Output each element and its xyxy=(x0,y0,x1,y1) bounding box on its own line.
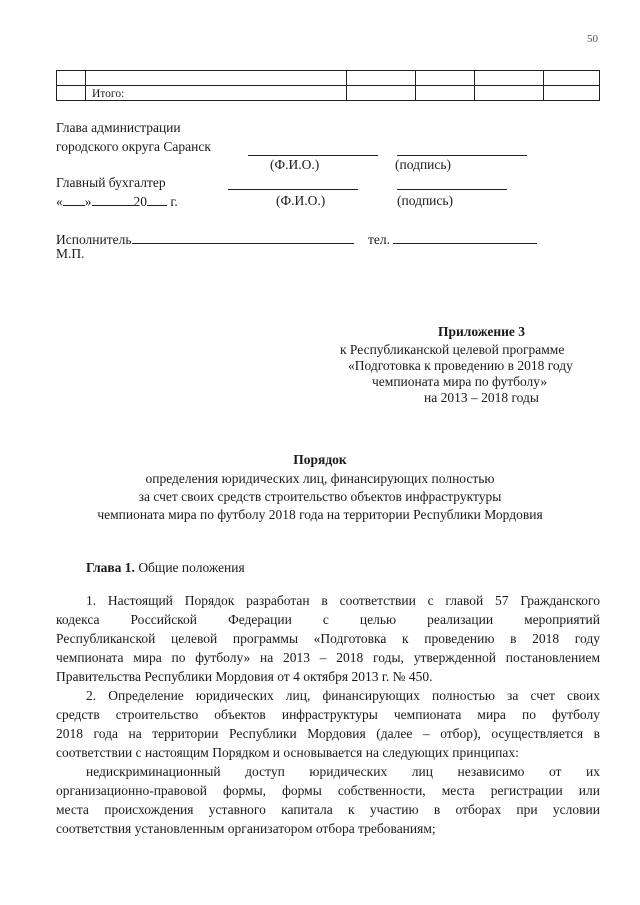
accountant-sign-line xyxy=(397,189,507,190)
p3-line2: организационно-правовой формы, формы собственности, места регистрации или xyxy=(56,783,600,798)
appendix-line1: к Республиканской целевой программе xyxy=(340,342,565,357)
appendix-line4: на 2013 – 2018 годы xyxy=(424,390,539,405)
p1-line5: Правительства Республики Мордовия от 4 октября 2013 г. № 450. xyxy=(56,669,433,684)
p3-line4: соответствия установленным организатором отбора требованиям; xyxy=(56,821,436,836)
document-subtitle-line3: чемпионата мира по футболу 2018 года на территории Республики Мордовия xyxy=(97,507,543,522)
table-row-total xyxy=(57,86,600,101)
head-title-line1: Глава администрации xyxy=(56,120,181,135)
accountant-sign-caption: (подпись) xyxy=(397,193,454,208)
date-line: « » 20 г. xyxy=(56,194,178,209)
body-text xyxy=(56,591,600,838)
accountant-fio-caption: (Ф.И.О.) xyxy=(276,193,326,208)
head-fio-caption: (Ф.И.О.) xyxy=(270,157,320,172)
p2-line1: 2. Определение юридических лиц, финансирующих полностью за счет своих xyxy=(86,688,600,703)
head-title-line2: городского округа Саранск xyxy=(56,139,211,154)
head-sign-caption: (подпись) xyxy=(395,157,452,172)
p1-line1: 1. Настоящий Порядок разработан в соответствии с главой 57 Гражданского xyxy=(86,593,600,608)
appendix-line3: чемпионата мира по футболу» xyxy=(372,374,548,389)
stamp-label: М.П. xyxy=(56,246,85,261)
chapter-heading: Глава 1. Общие положения xyxy=(86,560,245,575)
accountant-fio-line xyxy=(228,189,358,190)
p3-line1: недискриминационный доступ юридических лиц независимо от их xyxy=(86,764,600,779)
p2-line3: 2018 года на территории Республики Мордовия (далее – отбор), осуществляется в xyxy=(56,726,600,741)
performer-line: Исполнитель xyxy=(56,231,354,248)
p1-line2: кодекса Российской Федерации с целью реализации мероприятий xyxy=(56,612,600,627)
p2-line4: соответствии с настоящим Порядком и основывается на следующих принципах: xyxy=(56,745,519,760)
p1-line4: чемпионата мира по футболу» на 2013 – 2018 годы, утвержденной постановлением xyxy=(56,650,600,665)
table-row xyxy=(57,71,600,86)
document-subtitle-line2: за счет своих средств строительство объектов инфраструктуры xyxy=(138,489,502,504)
p2-line2: средств строительство объектов инфраструктуры чемпионата мира по футболу xyxy=(56,707,600,722)
document-subtitle-line1: определения юридических лиц, финансирующих полностью xyxy=(145,471,495,486)
accountant-title: Главный бухгалтер xyxy=(56,175,166,190)
phone-line: тел. xyxy=(368,231,537,248)
totals-table xyxy=(56,70,600,101)
p3-line3: места происхождения уставного капитала к участию в отборах при условии xyxy=(56,802,600,817)
page-number: 50 xyxy=(587,33,598,45)
head-fio-line xyxy=(248,155,378,156)
head-sign-line xyxy=(397,155,527,156)
p1-line3: Республиканской целевой программы «Подготовка к проведению в 2018 году xyxy=(56,631,600,646)
appendix-title: Приложение 3 xyxy=(438,324,526,339)
document-title: Порядок xyxy=(293,452,347,467)
total-label: Итого: xyxy=(86,86,347,101)
appendix-line2: «Подготовка к проведению в 2018 году xyxy=(348,358,573,373)
